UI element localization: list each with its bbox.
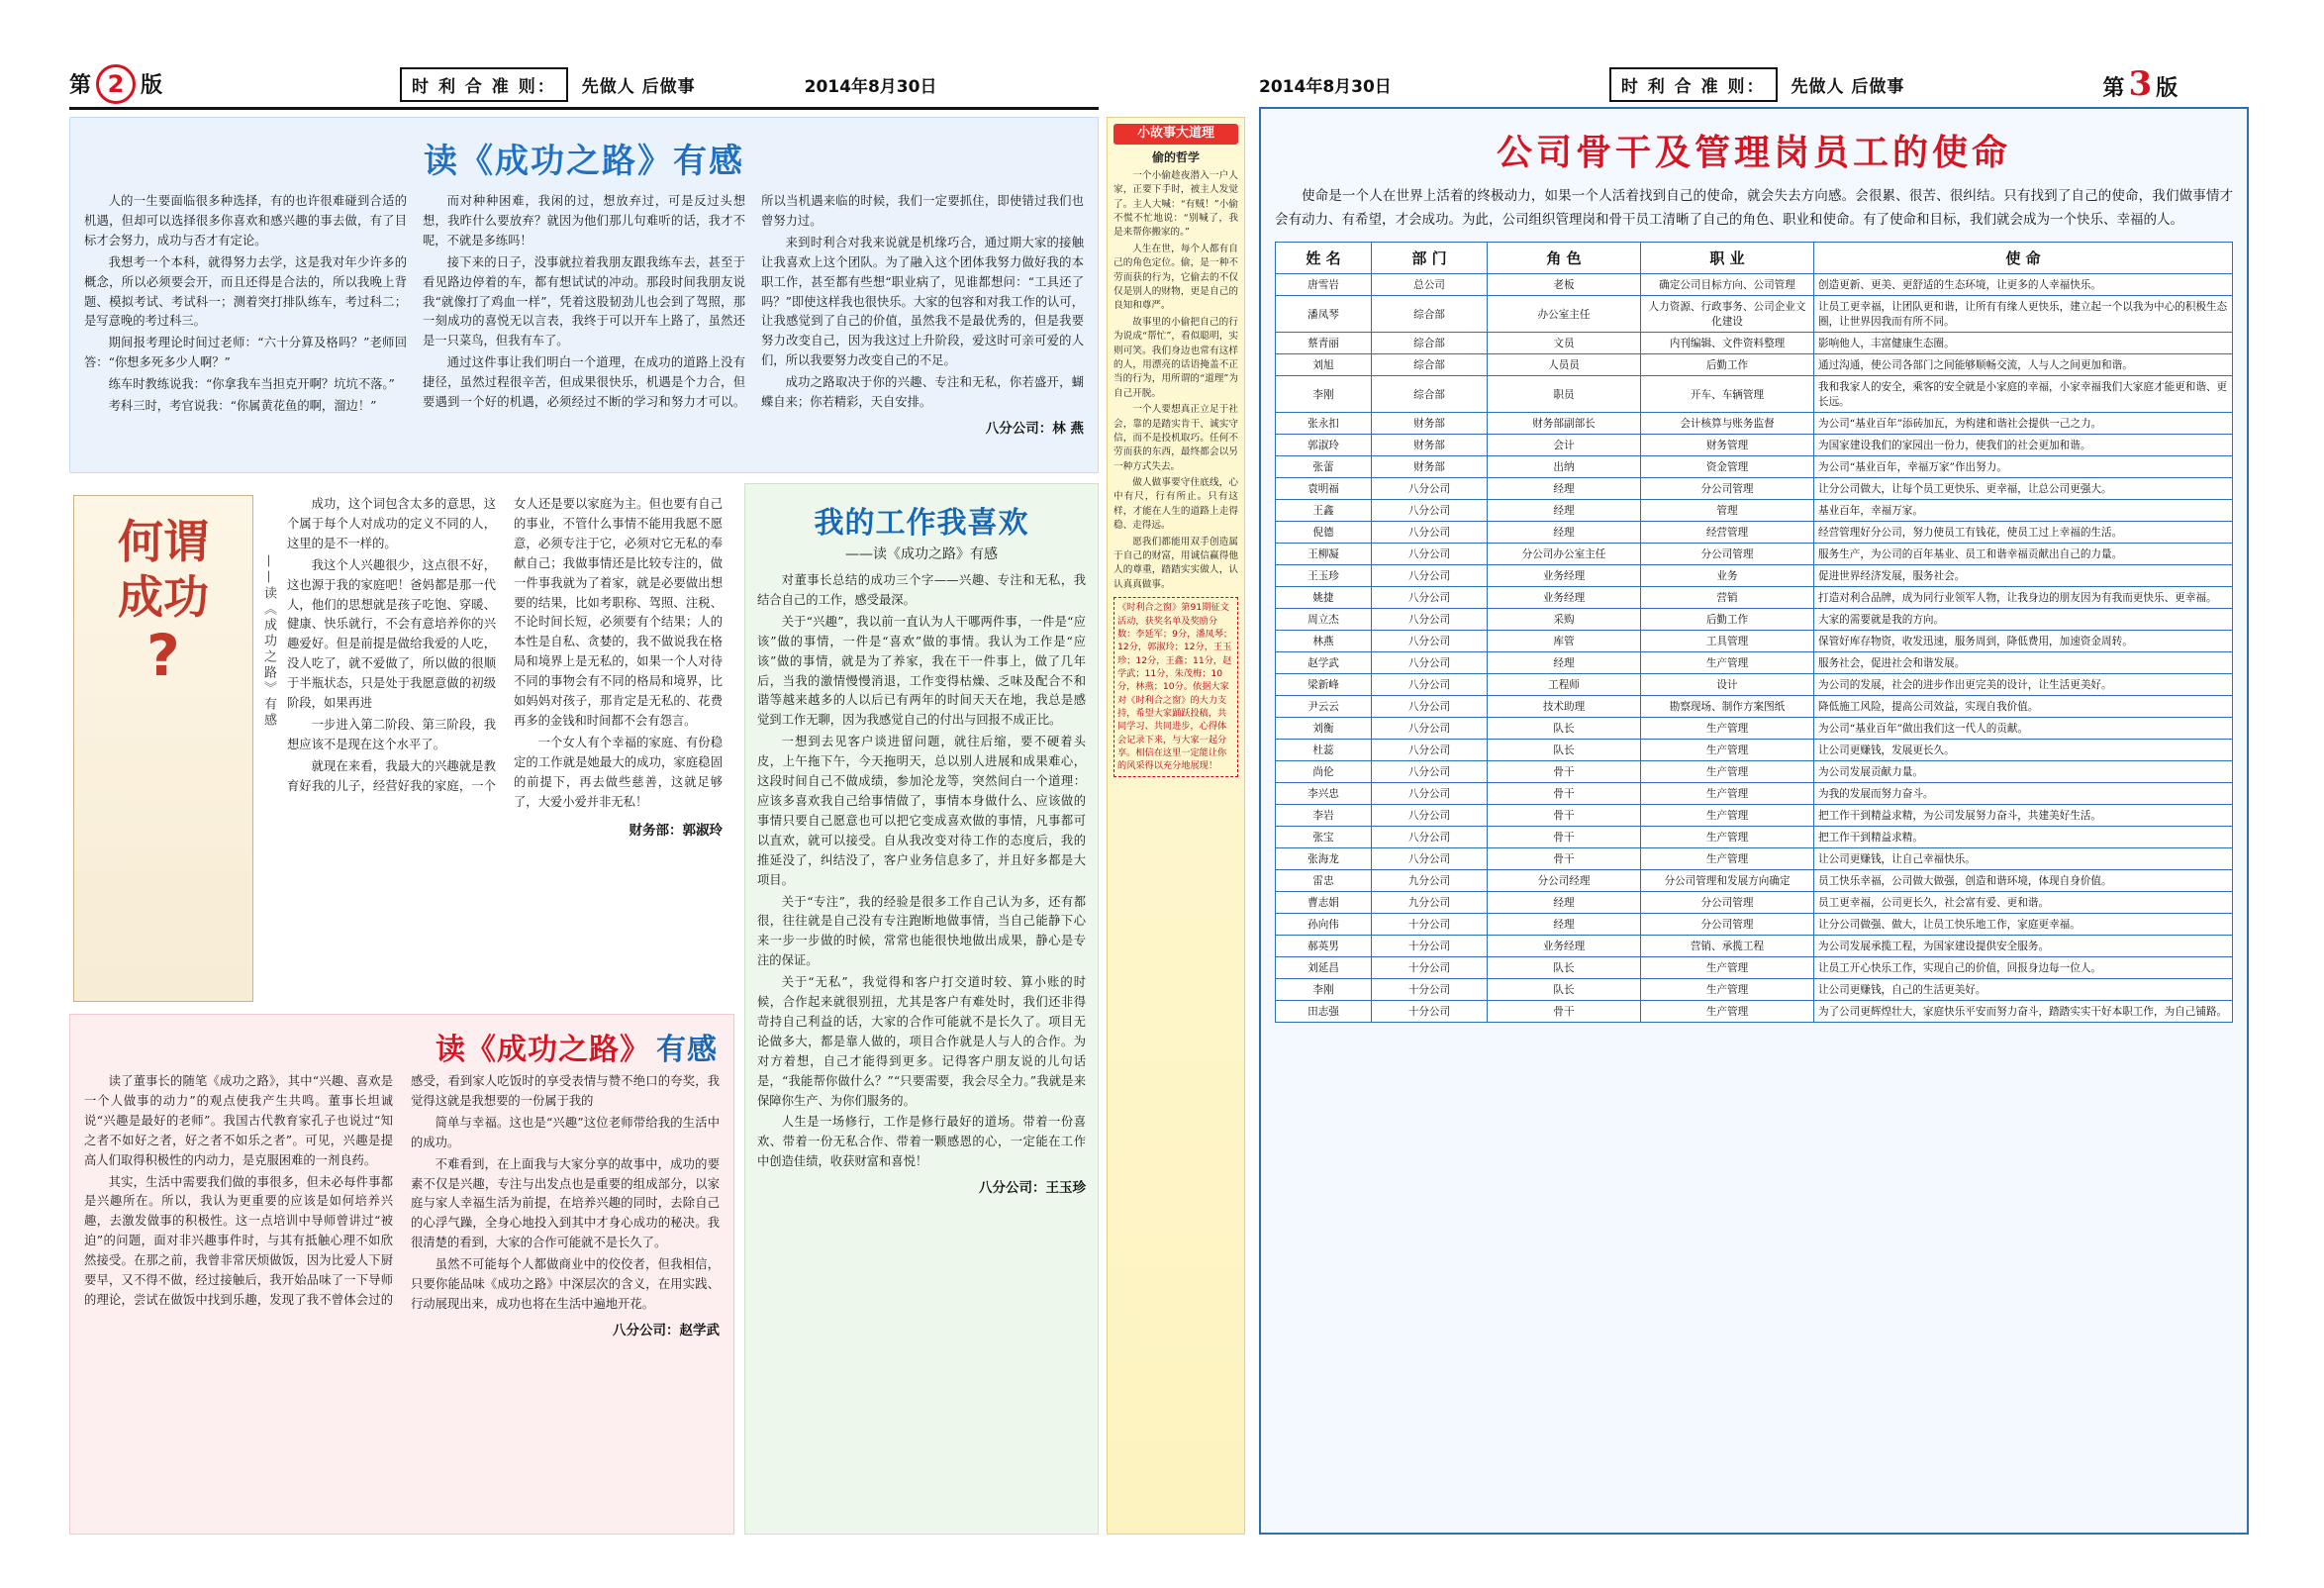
cell-role: 会计	[1488, 435, 1641, 456]
cell-mission: 让公司更赚钱，让自己幸福快乐。	[1814, 848, 2233, 870]
table-row	[1276, 914, 2233, 936]
col-name: 姓 名	[1276, 243, 1372, 274]
article-3-signature: 八分公司：王玉珍	[979, 1180, 1086, 1197]
cell-job: 后勤工作	[1641, 354, 1814, 376]
cell-name: 李兴忠	[1276, 783, 1372, 805]
cell-mission: 员工快乐幸福，公司做大做强，创造和谐环境，体现自身价值。	[1814, 870, 2233, 892]
cell-job: 分公司管理	[1641, 478, 1814, 500]
cell-mission: 通过沟通，使公司各部门之间能够顺畅交流，人与人之间更加和谐。	[1814, 354, 2233, 376]
cell-mission: 基业百年，幸福万家。	[1814, 500, 2233, 522]
table-row	[1276, 609, 2233, 631]
cell-job: 生产管理	[1641, 740, 1814, 761]
article-3-para: 一想到去见客户谈进留问题，就往后缩，要不硬着头皮，上午拖下午，今天拖明天，总以别人进展和成果难心，这段时间自己不做成绩，参加沦龙等，突然间白一个道理：应该多喜欢我自己给事情做了，事情本身做什么、应该做的事情只要自己愿意也可以把它变成喜欢做的事情，凡事都可以直欢，就可以接受。自从我改变对待工作的态度后，我的推延没了，纠结没了，客户业务信息多了，并且好多都是大项目。	[757, 735, 1086, 887]
cell-role: 经理	[1488, 892, 1641, 914]
article-1-para: 而对种种困难，我闲的过，想放弃过，可是反过头想想，我昨什么要放弃？就因为他们那儿句难听的话，我才不呢，不就是多练吗！	[423, 194, 745, 248]
date-left: 2014年8月30日	[804, 76, 937, 97]
cell-name: 赵学武	[1276, 652, 1372, 674]
cell-name: 王柳凝	[1276, 544, 1372, 565]
cell-job: 经营管理	[1641, 522, 1814, 544]
cell-mission: 保管好库存物资，收发迅速，服务周到，降低费用，加速资金周转。	[1814, 631, 2233, 652]
article-3-para: 关于“兴趣”，我以前一直认为人干哪两件事，一件是“应该”做的事情，一件是“喜欢”做的事情。我认为工作是“应该”做的事情，就是为了养家，我在干一件事上，做了几年后，当我的激情慢慢消退，工作变得枯燥、乏味及配合不和谐等越来越多的人以后已有两年的时间天天在地，我总是感觉到工作无聊，因为我感觉自己的付出与回报不成正比。	[757, 614, 1086, 728]
masthead-left	[69, 61, 1109, 107]
center-column-body	[1114, 169, 1238, 592]
cell-job: 生产管理	[1641, 979, 1814, 1001]
cell-department: 十分公司	[1372, 957, 1488, 979]
cell-role: 经理	[1488, 500, 1641, 522]
article-1-body	[70, 192, 1098, 448]
cell-department: 八分公司	[1372, 783, 1488, 805]
article-1-para: 通过这件事让我们明白一个道理，在成功的道路上没有捷径，虽然过程很辛苦，但成果很快乐，机遇是个力合，但要遇到一个好的机遇，必须经过不断的学习和努力才可以。所以当机遇来临的时候，我们一定要抓住，即使错过我们也曾努力过。	[423, 194, 1084, 410]
cell-job: 人力资源、行政事务、公司企业文化建设	[1641, 296, 1814, 333]
cell-job: 财务管理	[1641, 435, 1814, 456]
table-row	[1276, 783, 2233, 805]
cell-name: 尹云云	[1276, 696, 1372, 718]
cell-name: 袁明福	[1276, 478, 1372, 500]
cell-mission: 为公司“基业百年”做出我们这一代人的贡献。	[1814, 718, 2233, 740]
table-row	[1276, 979, 2233, 1001]
cell-mission: 我和我家人的安全，乘客的安全就是小家庭的幸福，小家幸福我们大家庭才能更和谐、更长远。	[1814, 376, 2233, 413]
cell-role: 队长	[1488, 979, 1641, 1001]
cell-job: 生产管理	[1641, 805, 1814, 827]
article-2-body	[287, 495, 723, 813]
cell-mission: 创造更新、更美、更舒适的生态环境，让更多的人幸福快乐。	[1814, 274, 2233, 296]
cell-name: 曹志娟	[1276, 892, 1372, 914]
table-row	[1276, 274, 2233, 296]
cell-department: 八分公司	[1372, 631, 1488, 652]
article-3-para: 对董事长总结的成功三个字——兴趣、专注和无私，我结合自己的工作，感受最深。	[757, 573, 1086, 607]
cell-role: 库管	[1488, 631, 1641, 652]
cell-role: 经理	[1488, 652, 1641, 674]
cell-name: 孙向伟	[1276, 914, 1372, 936]
center-column-para: 一个小偷趁夜潜入一户人家，正要下手时，被主人发觉了。主人大喊：“有贼！”小偷不慌不忙地说：“别喊了，我是来帮你搬家的。”	[1114, 169, 1238, 239]
cell-role: 经理	[1488, 914, 1641, 936]
cell-department: 财务部	[1372, 435, 1488, 456]
cell-job: 分公司管理和发展方向确定	[1641, 870, 1814, 892]
cell-job: 开车、车辆管理	[1641, 376, 1814, 413]
center-column-para: 做人做事要守住底线，心中有尺，行有所止。只有这样，才能在人生的道路上走得稳、走得远。	[1114, 477, 1238, 532]
cell-job: 营销、承揽工程	[1641, 936, 1814, 957]
table-row	[1276, 631, 2233, 652]
right-page-title: 公司骨干及管理岗员工的使命	[1496, 132, 2011, 173]
article-4-signature: 八分公司：赵学武	[613, 1322, 720, 1339]
cell-name: 潘凤琴	[1276, 296, 1372, 333]
article-1-para: 接下来的日子，没事就拉着我朋友跟我练车去，甚至于看见路边停着的车，都有想试试的冲动。那段时间我朋友说我“就像打了鸡血一样”，凭着这股韧劲儿也会到了驾照，那一刻成功的喜悦无以言表，我终于可以开车上路了，虽然还是一只菜鸟，但我有车了。	[423, 254, 745, 348]
page-prefix-right: 第	[2102, 76, 2125, 101]
cell-mission: 为公司的发展，社会的进步作出更完美的设计，让生活更美好。	[1814, 674, 2233, 696]
cell-name: 张海龙	[1276, 848, 1372, 870]
cell-job: 管理	[1641, 500, 1814, 522]
masthead-right	[1259, 61, 2249, 107]
cell-name: 刘延昌	[1276, 957, 1372, 979]
cell-job: 生产管理	[1641, 652, 1814, 674]
cell-job: 会计核算与账务监督	[1641, 413, 1814, 435]
cell-role: 经理	[1488, 522, 1641, 544]
table-row	[1276, 848, 2233, 870]
cell-job: 勘察现场、制作方案图纸	[1641, 696, 1814, 718]
table-header-row	[1276, 243, 2233, 274]
cell-department: 十分公司	[1372, 914, 1488, 936]
cell-name: 李岩	[1276, 805, 1372, 827]
center-column-note: 《时利合之窗》第91期征文活动，获奖名单及奖励分数：李延军；9分，潘凤琴；12分，郭淑玲；12分，王玉珍；12分，王鑫；11分，赵学武；11分，朱茂梅；10分，林燕；10分。依据大家对《时利合之窗》的大力支持，希望大家踊跃投稿，共同学习、共同进步，心得体会记录下来，与大家一起分享。相信在这里一定能让你的风采得以充分地展现！	[1114, 597, 1238, 776]
cell-name: 郭淑玲	[1276, 435, 1372, 456]
art-side-note-wrap	[259, 554, 278, 802]
cell-department: 综合部	[1372, 296, 1488, 333]
table-row	[1276, 870, 2233, 892]
table-row	[1276, 805, 2233, 827]
table-row	[1276, 1001, 2233, 1023]
article-1-container	[69, 117, 1099, 473]
art-char-line-1: 何谓	[118, 515, 209, 568]
cell-job: 资金管理	[1641, 456, 1814, 478]
cell-role: 队长	[1488, 740, 1641, 761]
cell-department: 综合部	[1372, 333, 1488, 354]
cell-name: 雷忠	[1276, 870, 1372, 892]
cell-name: 唐雪岩	[1276, 274, 1372, 296]
cell-name: 刘旭	[1276, 354, 1372, 376]
page-prefix-left: 第	[69, 73, 92, 98]
center-column-para: 故事里的小偷把自己的行为说成“帮忙”，看似聪明，实则可笑。我们身边也常有这样的人，用漂亮的话语掩盖不正当的行为，用所谓的“道理”为自己开脱。	[1114, 316, 1238, 399]
table-row	[1276, 652, 2233, 674]
table-row	[1276, 456, 2233, 478]
cell-role: 财务部副部长	[1488, 413, 1641, 435]
cell-role: 骨干	[1488, 827, 1641, 848]
date-right: 2014年8月30日	[1259, 76, 1392, 97]
cell-department: 八分公司	[1372, 609, 1488, 631]
table-row	[1276, 957, 2233, 979]
cell-name: 姚捷	[1276, 587, 1372, 609]
cell-mission: 影响他人，丰富健康生态圈。	[1814, 333, 2233, 354]
article-2-para: 一步进入第二阶段、第三阶段，我想应该不是现在这个水平了。	[287, 717, 496, 751]
cell-job: 分公司管理	[1641, 914, 1814, 936]
cell-role: 队长	[1488, 957, 1641, 979]
slogan-text-left: 先做人 后做事	[581, 76, 696, 97]
masthead-rule-left	[69, 107, 1099, 110]
article-1-para: 练车时教练说我：“你拿我车当担克开啊？坑坑不落。”	[108, 377, 395, 392]
cell-mission: 让公司更赚钱，发展更长久。	[1814, 740, 2233, 761]
col-mission: 使 命	[1814, 243, 2233, 274]
table-row	[1276, 740, 2233, 761]
page-number-right	[2102, 64, 2178, 104]
center-column-logo: 小故事大道理	[1114, 124, 1238, 145]
cell-role: 分公司办公室主任	[1488, 544, 1641, 565]
article-2-para: 就现在来看，我最大的兴趣就是教育好我的儿子，经营好我的家庭，一个女人还是要以家庭为主。但也要有自己的事业，不管什么事情不能用我愿不愿意，必须专注于它，必须对它无私的奉献自己；我做事情还是比较专注的，做一件事我就为了着家，就是必要做出想要的结果，比如考职称、驾照、注税、不论时间长短，必须要有个结果；人的本性是自私、贪婪的，我不做说我在格局和境界上是无私的，如果一个人对待不同的事物会有不同的格局和境界，比如妈妈对孩子，那肯定是无私的、花费再多的金钱和时间都不会有怨言。	[287, 497, 723, 793]
cell-department: 财务部	[1372, 456, 1488, 478]
article-2-signature: 财务部：郭淑玲	[629, 822, 723, 839]
cell-department: 八分公司	[1372, 478, 1488, 500]
art-illustration-box	[73, 495, 253, 1002]
cell-name: 郝英男	[1276, 936, 1372, 957]
cell-job: 生产管理	[1641, 827, 1814, 848]
cell-department: 八分公司	[1372, 740, 1488, 761]
center-column	[1107, 117, 1245, 1535]
cell-mission: 促进世界经济发展，服务社会。	[1814, 565, 2233, 587]
table-row	[1276, 296, 2233, 333]
cell-role: 老板	[1488, 274, 1641, 296]
article-2-para: 我这个人兴趣很少，这点很不好，这也源于我的家庭吧！爸妈都是那一代人，他们的思想就是孩子吃饱、穿暖、健康、快乐就行，不会有意培养你的兴趣爱好。但是前提是做给我爱的人吃，没人吃了，就不爱做了，所以做的很顺于半瓶状态，只是处于我愿意做的初级阶段，如果再进	[287, 557, 496, 711]
cell-department: 八分公司	[1372, 652, 1488, 674]
page-number-left	[69, 64, 162, 104]
cell-mission: 服务生产，为公司的百年基业、员工和谐幸福贡献出自己的力量。	[1814, 544, 2233, 565]
article-4-body	[70, 1072, 733, 1342]
cell-mission: 员工更幸福，公司更长久，社会富有爱、更和谐。	[1814, 892, 2233, 914]
table-row	[1276, 696, 2233, 718]
cell-mission: 为我的发展而努力奋斗。	[1814, 783, 2233, 805]
cell-role: 业务经理	[1488, 565, 1641, 587]
cell-department: 综合部	[1372, 354, 1488, 376]
cell-department: 十分公司	[1372, 979, 1488, 1001]
cell-mission: 为公司发展贡献力量。	[1814, 761, 2233, 783]
article-4-title-suffix: 有感	[656, 1033, 718, 1067]
article-3-container	[744, 483, 1099, 1535]
right-page-lead-para: 使命是一个人在世界上活着的终极动力，如果一个人活着找到自己的使命，就会失去方向感。会很累、很苦、很纠结。只有找到了自己的使命，我们做事情才会有动力、有希望，才会成功。为此，公司组织管理岗和骨干员工清晰了自己的角色、职业和使命。有了使命和目标，我们就会成为一个快乐、幸福的人。	[1275, 188, 2233, 228]
cell-department: 财务部	[1372, 413, 1488, 435]
cell-mission: 为公司发展承揽工程，为国家建设提供安全服务。	[1814, 936, 2233, 957]
cell-mission: 让员工更幸福，让团队更和谐，让所有有缘人更快乐，建立起一个以我为中心的积极生态圈，让世界因我而有所不同。	[1814, 296, 2233, 333]
table-row	[1276, 500, 2233, 522]
cell-role: 骨干	[1488, 805, 1641, 827]
col-job: 职 业	[1641, 243, 1814, 274]
cell-department: 综合部	[1372, 376, 1488, 413]
slogan-label-left: 时 利 合 准 则：	[400, 67, 568, 102]
article-3-para: 人生是一场修行，工作是修行最好的道场。带着一份喜欢、带着一份无私合作、带着一颗感恩的心，一定能在工作中创造佳绩，收获财富和喜悦！	[757, 1115, 1086, 1169]
cell-job: 工具管理	[1641, 631, 1814, 652]
table-row	[1276, 522, 2233, 544]
cell-department: 八分公司	[1372, 565, 1488, 587]
article-2-container	[287, 495, 723, 1010]
right-page-container	[1259, 107, 2249, 1535]
article-1-para: 我想考一个本科，就得努力去学，这是我对年少许多的概念，所以必须要会开，而且还得是合法的，所以我晚上背题、模拟考试、考试科一；测着突打排队练车，考过科二；是写意晚的考过科三。	[84, 254, 407, 329]
cell-name: 王玉珍	[1276, 565, 1372, 587]
cell-department: 八分公司	[1372, 761, 1488, 783]
cell-job: 生产管理	[1641, 1001, 1814, 1023]
cell-department: 八分公司	[1372, 500, 1488, 522]
table-row	[1276, 565, 2233, 587]
cell-job: 后勤工作	[1641, 609, 1814, 631]
cell-name: 梁新峰	[1276, 674, 1372, 696]
cell-department: 八分公司	[1372, 696, 1488, 718]
cell-name: 李刚	[1276, 376, 1372, 413]
page-number-circle-left: 2	[96, 64, 136, 104]
table-row	[1276, 718, 2233, 740]
cell-role: 技术助理	[1488, 696, 1641, 718]
article-1-signature: 八分公司：林 燕	[985, 420, 1084, 437]
cell-job: 生产管理	[1641, 957, 1814, 979]
cell-job: 营销	[1641, 587, 1814, 609]
article-1-para: 期间报考理论时间过老师：“六十分算及格吗？”老师回答：“你想多死多少人啊？”	[84, 336, 407, 370]
cell-mission: 为了公司更辉煌壮大，家庭快乐平安而努力奋斗，踏踏实实干好本职工作，为自己铺路。	[1814, 1001, 2233, 1023]
cell-department: 九分公司	[1372, 870, 1488, 892]
cell-job: 业务	[1641, 565, 1814, 587]
cell-department: 八分公司	[1372, 674, 1488, 696]
table-row	[1276, 435, 2233, 456]
cell-name: 蔡青丽	[1276, 333, 1372, 354]
cell-department: 八分公司	[1372, 522, 1488, 544]
cell-job: 生产管理	[1641, 848, 1814, 870]
cell-role: 文员	[1488, 333, 1641, 354]
cell-name: 倪德	[1276, 522, 1372, 544]
page-number-value-right: 3	[2128, 64, 2153, 104]
cell-mission: 让员工开心快乐工作，实现自己的价值，回报身边每一位人。	[1814, 957, 2233, 979]
article-3-para: 关于“无私”，我觉得和客户打交道时较、算小账的时候，合作起来就很别扭，尤其是客户有难处时，我们还非得苛持自己利益的话，大家的合作可能就不是长久了。项目无论做多大，都是靠人做的，项目合作就是人与人的合作。为对方着想，自己才能得到更多。记得客户朋友说的儿句话是，“我能帮你做什么？”“只要需要，我会尽全力。”我就是来保障你生产、为你们服务的。	[757, 975, 1086, 1108]
table-row	[1276, 936, 2233, 957]
cell-name: 张永扣	[1276, 413, 1372, 435]
staff-mission-table	[1275, 242, 2233, 1023]
cell-job: 生产管理	[1641, 718, 1814, 740]
col-role: 角 色	[1488, 243, 1641, 274]
center-column-title: 偷的哲学	[1151, 149, 1200, 164]
cell-role: 工程师	[1488, 674, 1641, 696]
article-1-para: 成功之路取决于你的兴趣、专注和无私，你若盛开，蝴蝶自来；你若精彩，天自安排。	[761, 375, 1084, 410]
cell-role: 出纳	[1488, 456, 1641, 478]
cell-department: 八分公司	[1372, 544, 1488, 565]
article-1-title: 读《成功之路》有感	[424, 142, 744, 181]
question-mark-icon: ?	[146, 621, 180, 689]
cell-job: 确定公司目标方向、公司管理	[1641, 274, 1814, 296]
cell-job: 分公司管理	[1641, 544, 1814, 565]
cell-department: 十分公司	[1372, 936, 1488, 957]
cell-role: 骨干	[1488, 848, 1641, 870]
cell-name: 王鑫	[1276, 500, 1372, 522]
cell-role: 业务经理	[1488, 587, 1641, 609]
cell-role: 办公室主任	[1488, 296, 1641, 333]
table-row	[1276, 544, 2233, 565]
table-row	[1276, 674, 2233, 696]
center-column-para: 一个人要想真正立足于社会，靠的是踏实肯干、诚实守信，而不是投机取巧。任何不劳而获的东西，最终都会以另一种方式失去。	[1114, 404, 1238, 472]
cell-job: 生产管理	[1641, 761, 1814, 783]
article-4-title-row	[70, 1015, 733, 1072]
cell-mission: 打造对利合品牌，成为同行业领军人物，让我身边的朋友因为有我而更快乐、更幸福。	[1814, 587, 2233, 609]
art-char-line-2: 成功	[118, 570, 209, 625]
cell-mission: 让分公司做强、做大，让员工快乐地工作，家庭更幸福。	[1814, 914, 2233, 936]
article-2-para: 一个女人有个幸福的家庭、有份稳定的工作就是她最大的成功，家庭稳固的前提下，再去做些慈善，这就足够了，大爱小爱并非无私！	[514, 735, 723, 809]
cell-mission: 让公司更赚钱，自己的生活更美好。	[1814, 979, 2233, 1001]
cell-name: 刘衡	[1276, 718, 1372, 740]
table-row	[1276, 354, 2233, 376]
table-row	[1276, 587, 2233, 609]
slogan-text-right: 先做人 后做事	[1791, 76, 1905, 97]
cell-department: 八分公司	[1372, 827, 1488, 848]
table-row	[1276, 761, 2233, 783]
cell-mission: 为公司“基业百年”添砖加瓦，为构建和谐社会提供一己之力。	[1814, 413, 2233, 435]
cell-role: 人员员	[1488, 354, 1641, 376]
cell-mission: 服务社会，促进社会和谐发展。	[1814, 652, 2233, 674]
article-4-para: 不难看到，在上面我与大家分享的故事中，成功的要素不仅是兴趣，专注与出发点也是重要的组成部分，以家庭与家人幸福生活为前提，在培养兴趣的同时，去除自己的心浮气躁，全身心地投入到其中才身心成功的秘决。我很清楚的看到，大家的合作可能就不是长久了。	[411, 1156, 720, 1250]
article-1-para: 来到时利合对我来说就是机缘巧合，通过期大家的接触让我喜欢上这个团队。为了融入这个团体我努力做好我的本职工作，甚至都有些想“职业病了，见谁都想问：“工具还了吗？”即使这样我也很快乐。大家的包容和对我工作的认可，让我感觉到了自己的价值，虽然我不是最优秀的，但是我要努力改变自己，因为我这过上升阶段，爱这时可亲可爱的人们，所以我要努力改变自己的不足。	[761, 235, 1085, 368]
cell-job: 设计	[1641, 674, 1814, 696]
cell-department: 八分公司	[1372, 718, 1488, 740]
cell-job: 生产管理	[1641, 783, 1814, 805]
cell-department: 八分公司	[1372, 805, 1488, 827]
center-column-para: 愿我们都能用双手创造属于自己的财富，用诚信赢得他人的尊重，踏踏实实做人，认认真真做事。	[1114, 536, 1238, 590]
cell-mission: 把工作干到精益求精。	[1814, 827, 2233, 848]
cell-name: 杜蕊	[1276, 740, 1372, 761]
article-3-body	[745, 571, 1098, 1200]
cell-name: 张蕾	[1276, 456, 1372, 478]
article-4-title-main: 读《成功之路》	[436, 1033, 650, 1067]
cell-mission: 让分公司做大，让每个员工更快乐、更幸福，让总公司更强大。	[1814, 478, 2233, 500]
cell-role: 骨干	[1488, 761, 1641, 783]
article-3-title: 我的工作我喜欢	[814, 506, 1029, 541]
article-4-para: 读了董事长的随笔《成功之路》，其中“兴趣、喜欢是一个人做事的动力”的观点使我产生共鸣。董事长坦诚说“兴趣是最好的老师”。我国古代教育家孔子也说过“知之者不如好之者，好之者不如乐之者”。可见，兴趣是提高人们取得积极性的内动力，是克服困难的一剂良药。	[84, 1074, 393, 1167]
article-1-para: 人的一生要面临很多种选择，有的也许很难碰到合适的机遇，但却可以选择很多你喜欢和感兴趣的事去做，有了目标才会努力，成功与否才有定论。	[84, 194, 407, 248]
cell-name: 尚伦	[1276, 761, 1372, 783]
col-department: 部 门	[1372, 243, 1488, 274]
page-suffix-left: 版	[141, 73, 163, 98]
cell-role: 骨干	[1488, 1001, 1641, 1023]
cell-role: 经理	[1488, 478, 1641, 500]
article-4-para: 虽然不可能每个人都做商业中的佼佼者，但我相信，只要你能品味《成功之路》中深层次的含义，在用实践、行动展现出来，成功也将在生活中遍地开花。	[411, 1257, 720, 1311]
table-row	[1276, 376, 2233, 413]
cell-department: 八分公司	[1372, 848, 1488, 870]
cell-name: 周立杰	[1276, 609, 1372, 631]
cell-name: 张宝	[1276, 827, 1372, 848]
cell-mission: 经营管理好分公司，努力使员工有钱花，使员工过上幸福的生活。	[1814, 522, 2233, 544]
article-4-para: 简单与幸福。这也是“兴趣”这位老师带给我的生活中的成功。	[411, 1115, 720, 1149]
article-3-para: 关于“专注”，我的经验是很多工作自己认为多，还有都很，往往就是自己没有专注跑断地做事情，当自己能静下心来一步一步做的时候，常常也能很快地做出成果，静心是专注的保证。	[757, 894, 1086, 968]
cell-name: 田志强	[1276, 1001, 1372, 1023]
cell-name: 李刚	[1276, 979, 1372, 1001]
table-row	[1276, 478, 2233, 500]
slogan-label-right: 时 利 合 准 则：	[1609, 67, 1778, 102]
center-column-para: 人生在世，每个人都有自己的角色定位。偷，是一种不劳而获的行为，它偷去的不仅仅是别人的财物，更是自己的良知和尊严。	[1114, 243, 1238, 312]
table-row	[1276, 413, 2233, 435]
cell-department: 九分公司	[1372, 892, 1488, 914]
article-3-subtitle: ——读《成功之路》有感	[845, 546, 998, 562]
cell-role: 职员	[1488, 376, 1641, 413]
cell-job: 内刊编辑、文件资料整理	[1641, 333, 1814, 354]
cell-mission: 为国家建设我们的家园出一份力，使我们的社会更加和谐。	[1814, 435, 2233, 456]
cell-mission: 为公司“基业百年，幸福万家”作出努力。	[1814, 456, 2233, 478]
cell-department: 总公司	[1372, 274, 1488, 296]
cell-role: 业务经理	[1488, 936, 1641, 957]
art-side-note: ——读《成功之路》有感	[261, 554, 276, 729]
page-suffix-right: 版	[2156, 76, 2179, 101]
cell-role: 采购	[1488, 609, 1641, 631]
cell-department: 十分公司	[1372, 1001, 1488, 1023]
article-4-container	[69, 1014, 734, 1535]
table-row	[1276, 827, 2233, 848]
article-2-para: 成功，这个词包含太多的意思，这个属于每个人对成功的定义不同的人，这里的是不一样的。	[287, 497, 496, 550]
cell-role: 队长	[1488, 718, 1641, 740]
cell-mission: 降低施工风险，提高公司效益，实现自我价值。	[1814, 696, 2233, 718]
article-4-para: 其实，生活中需要我们做的事很多，但未必每件事都是兴趣所在。所以，我认为更重要的应该是如何培养兴趣，去激发做事的积极性。这一点培训中导师曾讲过“被迫”的问题，面对非兴趣事件时，与其有抵触心理不如欣然接受。在那之前，我曾非常厌烦做饭，因为比爱人下厨要早，又不得不做，经过接触后，我开始品味了一下导师的理论，尝试在做饭中找到乐趣，发现了我不曾体会过的感受，看到家人吃饭时的享受表情与赞不绝口的夸奖，我觉得这就是我想要的一份属于我的	[84, 1074, 720, 1307]
cell-role: 骨干	[1488, 783, 1641, 805]
article-1-para: 考科三时，考官说我：“你属黄花鱼的啊，溜边！”	[108, 399, 377, 414]
cell-name: 林燕	[1276, 631, 1372, 652]
cell-department: 八分公司	[1372, 587, 1488, 609]
cell-role: 分公司经理	[1488, 870, 1641, 892]
cell-mission: 把工作干到精益求精，为公司发展努力奋斗，共建美好生活。	[1814, 805, 2233, 827]
table-row	[1276, 892, 2233, 914]
table-row	[1276, 333, 2233, 354]
right-page-lead	[1275, 185, 2233, 232]
cell-job: 分公司管理	[1641, 892, 1814, 914]
cell-mission: 大家的需要就是我的方向。	[1814, 609, 2233, 631]
